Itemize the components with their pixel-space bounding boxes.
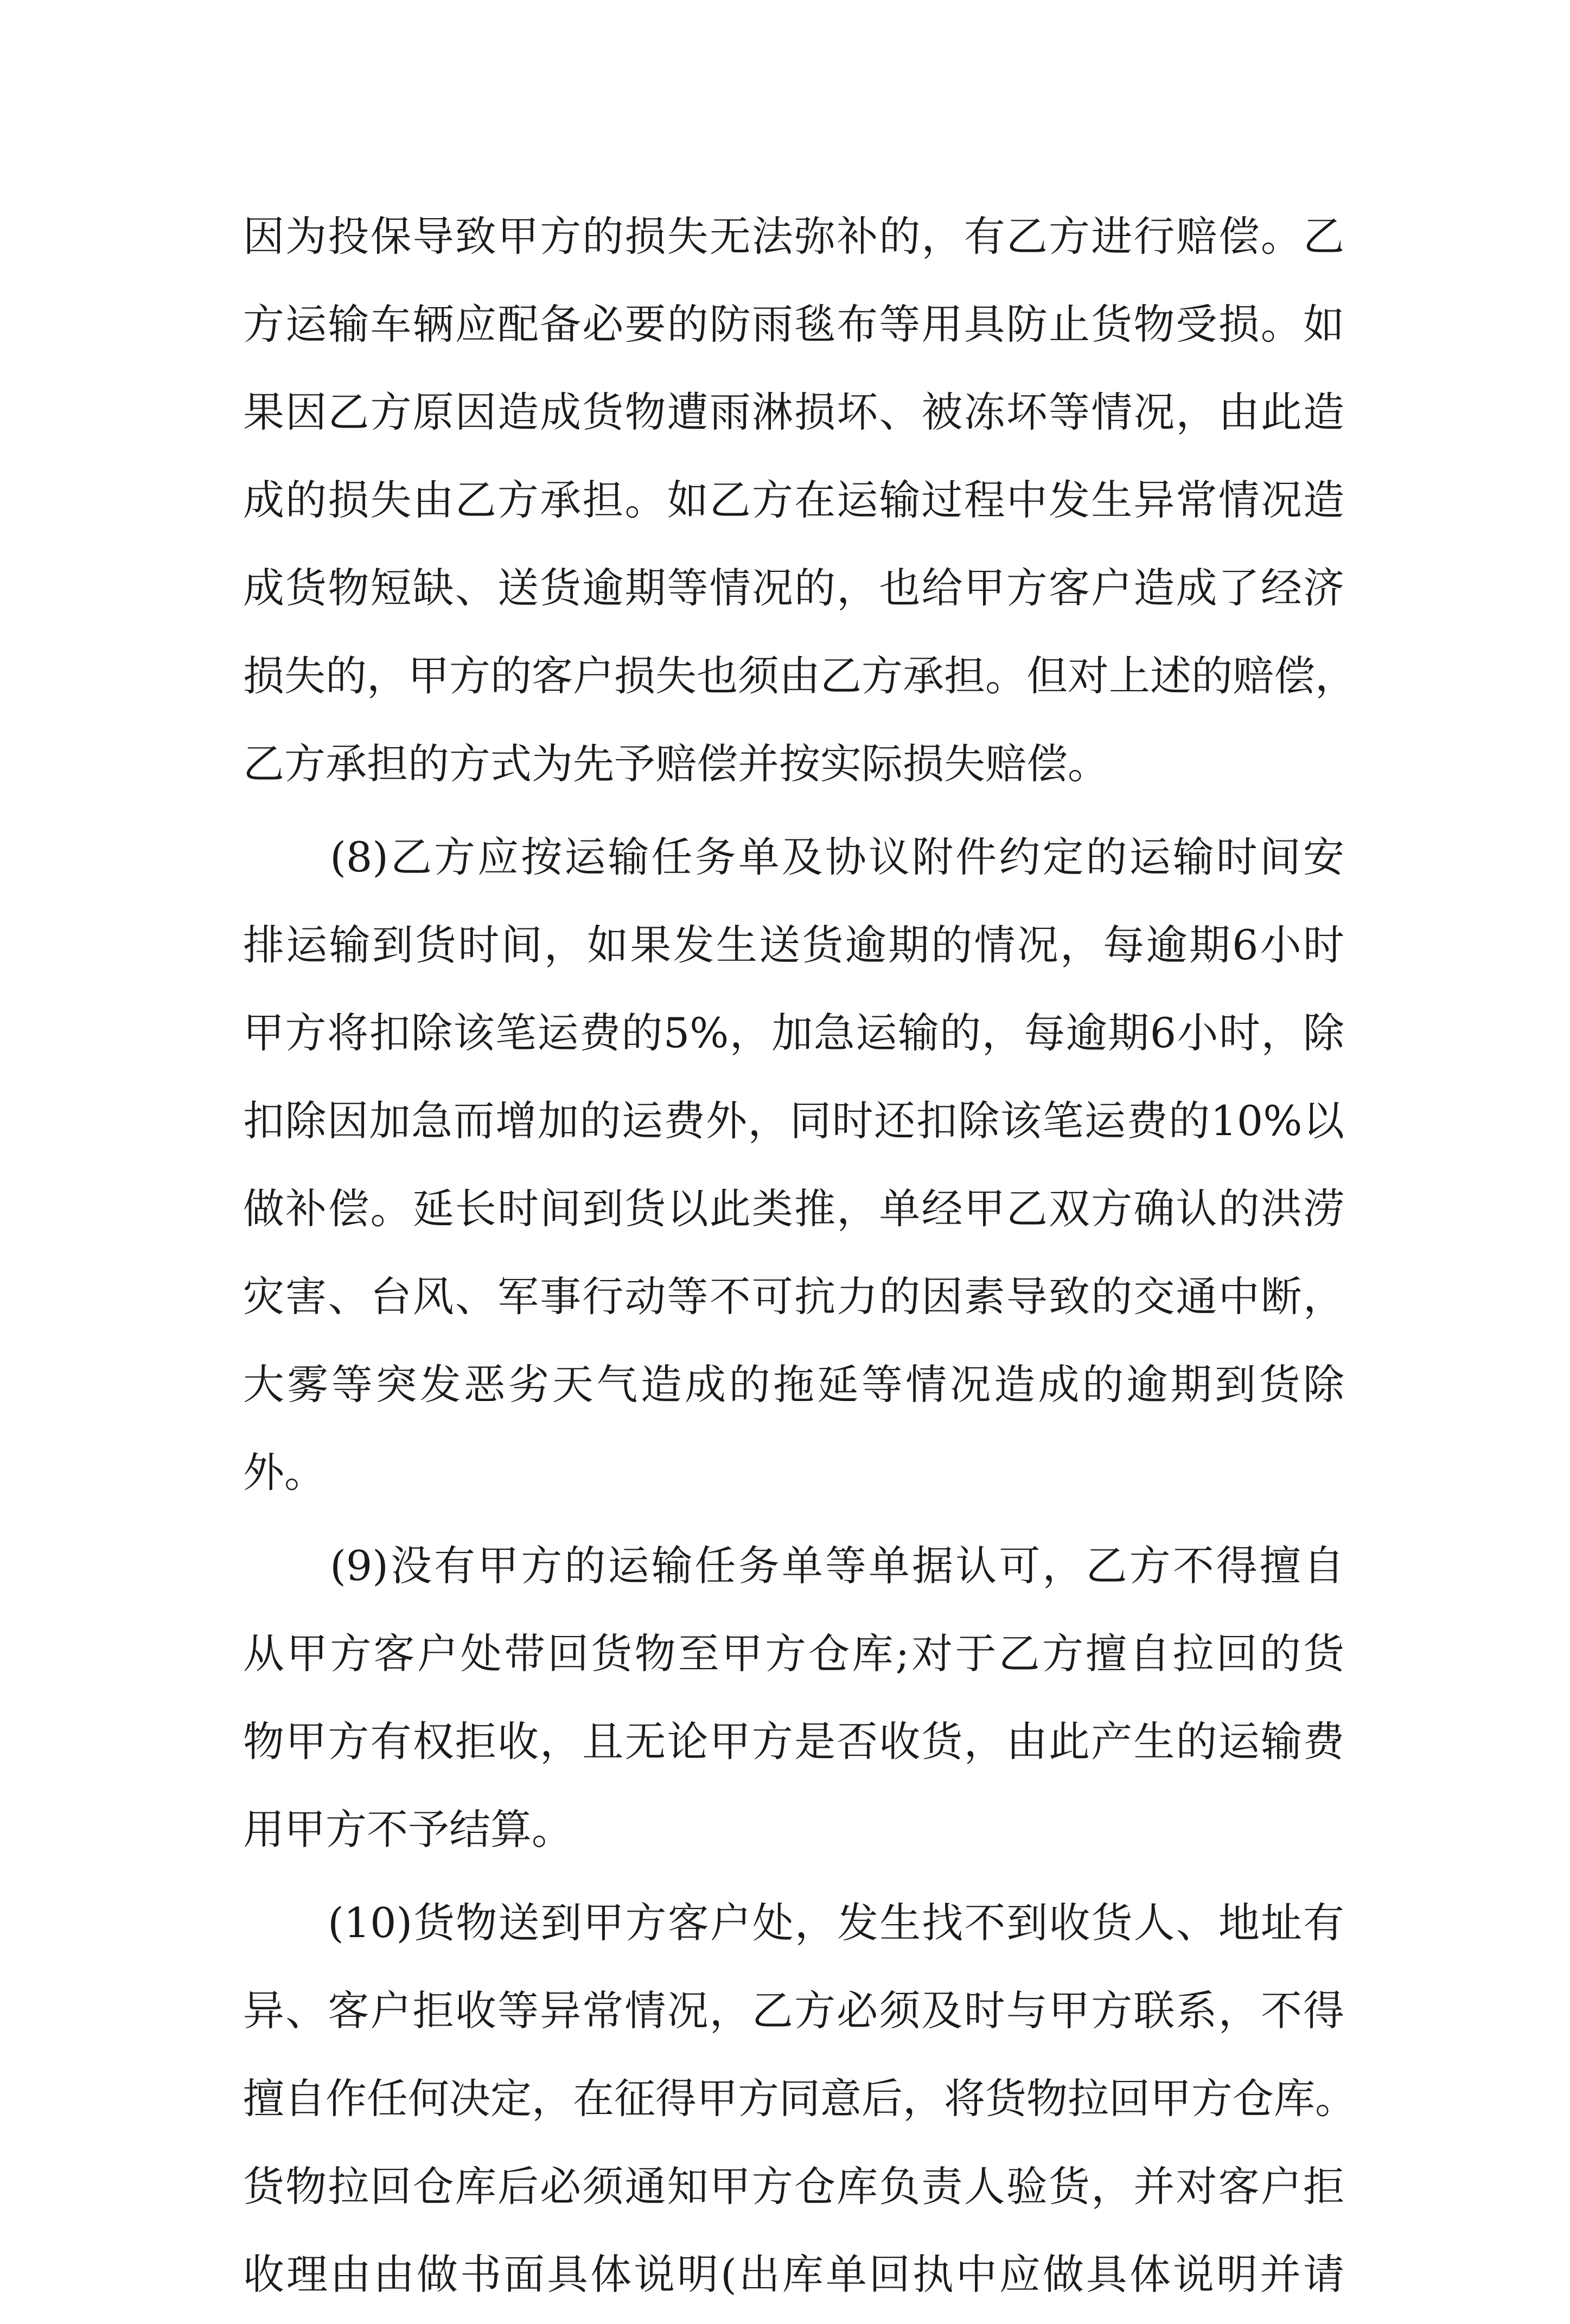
text-line: 收理由由做书面具体说明(出库单回执中应做具体说明并请 [243,2250,1344,2298]
text-line: 外。 [243,1448,326,1497]
text-line: 货物拉回仓库后必须通知甲方仓库负责人验货，并对客户拒 [243,2162,1344,2211]
text-line: 因为投保导致甲方的损失无法弥补的，有乙方进行赔偿。乙 [243,212,1344,260]
text-line: 从甲方客户处带回货物至甲方仓库;对于乙方擅自拉回的货 [243,1629,1344,1678]
text-line: 排运输到货时间，如果发生送货逾期的情况，每逾期6小时 [243,921,1344,969]
text-line: (10)货物送到甲方客户处，发生找不到收货人、地址有 [243,1899,1344,1947]
text-line: 异、客户拒收等异常情况，乙方必须及时与甲方联系，不得 [243,1986,1344,2035]
text-line: 灾害、台风、军事行动等不可抗力的因素导致的交通中断， [243,1272,1344,1321]
paragraph-clause-9 [243,1522,1344,1874]
paragraph-clause-8 [243,813,1344,1517]
text-line: 甲方将扣除该笔运费的5%，加急运输的，每逾期6小时，除 [243,1009,1344,1057]
text-line: 方运输车辆应配备必要的防雨毯布等用具防止货物受损。如 [243,300,1344,348]
text-line: 损失的，甲方的客户损失也须由乙方承担。但对上述的赔偿， [243,652,1356,700]
text-line: 用甲方不予结算。 [243,1805,573,1854]
text-line: 果因乙方原因造成货物遭雨淋损坏、被冻坏等情况，由此造 [243,388,1344,436]
text-line: (9)没有甲方的运输任务单等单据认可，乙方不得擅自 [243,1542,1344,1590]
paragraph-compensation [243,193,1356,808]
text-line: 乙方承担的方式为先予赔偿并按实际损失赔偿。 [243,740,1109,788]
text-line: 成的损失由乙方承担。如乙方在运输过程中发生异常情况造 [243,476,1344,524]
text-line: 成货物短缺、送货逾期等情况的，也给甲方客户造成了经济 [243,564,1344,612]
paragraph-clause-10 [243,1879,1356,2319]
text-line: 物甲方有权拒收，且无论甲方是否收货，由此产生的运输费 [243,1717,1344,1766]
text-line: 做补偿。延长时间到货以此类推，单经甲乙双方确认的洪涝 [243,1185,1344,1233]
text-line: (8)乙方应按运输任务单及协议附件约定的运输时间安 [243,833,1344,881]
text-line: 扣除因加急而增加的运费外，同时还扣除该笔运费的10%以 [243,1097,1344,1145]
text-line: 擅自作任何决定，在征得甲方同意后，将货物拉回甲方仓库。 [243,2074,1356,2123]
document-body [243,193,1356,2324]
text-line: 大雾等突发恶劣天气造成的拖延等情况造成的逾期到货除 [243,1360,1344,1409]
